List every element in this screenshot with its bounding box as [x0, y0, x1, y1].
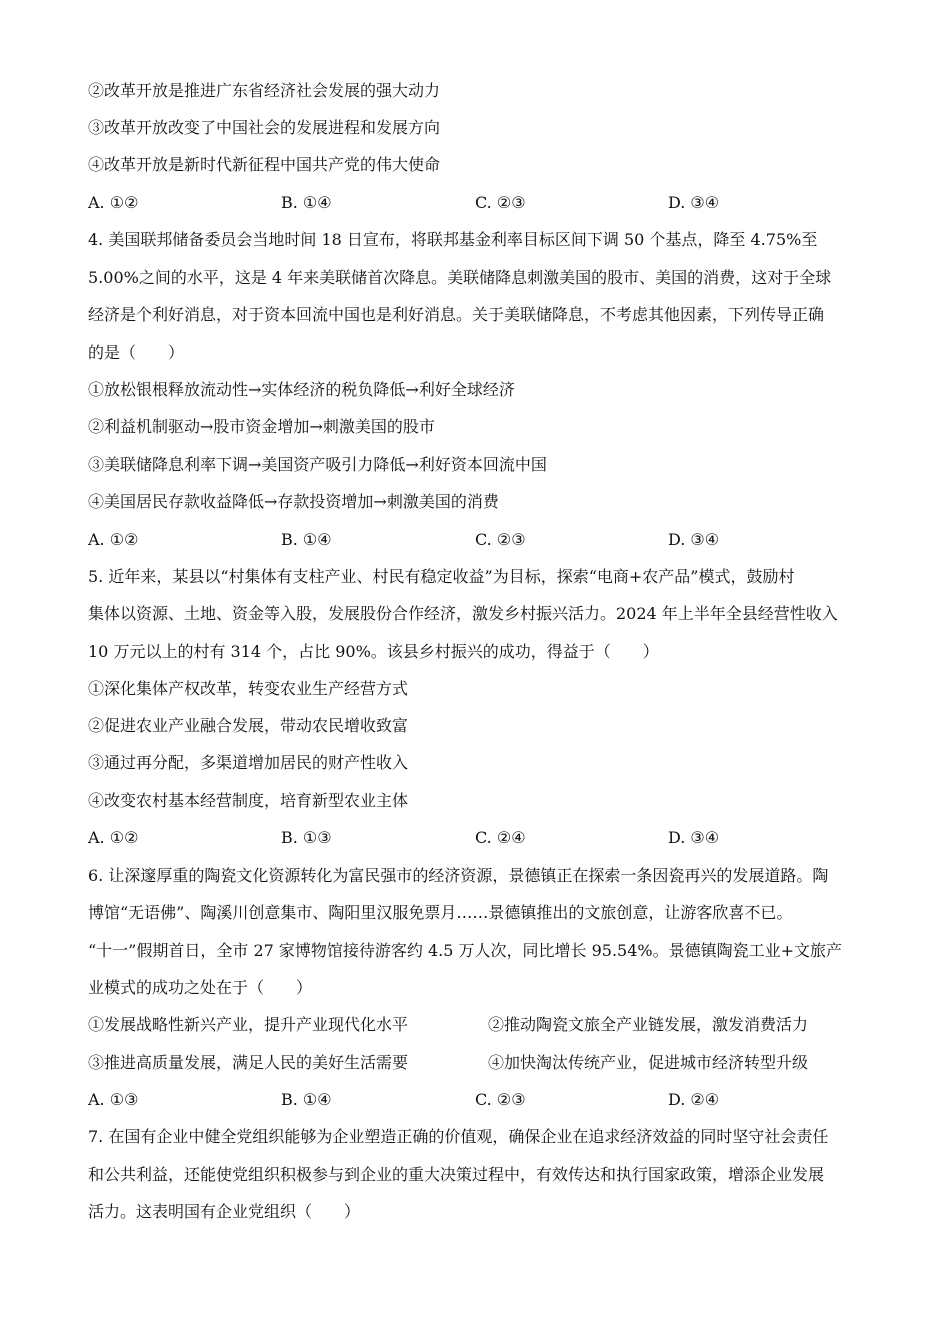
q6-stem-line-4: 业模式的成功之处在于（ ） [88, 978, 313, 997]
q7-stem-line-3: 活力。这表明国有企业党组织（ ） [88, 1202, 361, 1221]
q6-option-c: C. ②③ [475, 1090, 526, 1109]
q4-stem-line-1: 4. 美国联邦储备委员会当地时间 18 日宣布，将联邦基金利率目标区间下调 50 个基点，降至 4.75%至 [88, 230, 818, 249]
q6-item-1: ①发展战略性新兴产业，提升产业现代化水平 [88, 1015, 409, 1034]
q5-stem-line-2: 集体以资源、土地、资金等入股，发展股份合作经济，激发乡村振兴活力。2024 年上半年全县经营性收入 [88, 604, 838, 623]
q6-items-row-2 [88, 1053, 868, 1073]
q4-item-1: ①放松银根释放流动性→实体经济的税负降低→利好全球经济 [88, 380, 515, 399]
q7-stem-line-1: 7. 在国有企业中健全党组织能够为企业塑造正确的价值观，确保企业在追求经济效益的同时坚守社会责任 [88, 1127, 829, 1146]
q5-stem-line-3: 10 万元以上的村有 314 个，占比 90%。该县乡村振兴的成功，得益于（ ） [88, 642, 659, 661]
q6-item-3: ③推进高质量发展，满足人民的美好生活需要 [88, 1053, 409, 1072]
q4-option-c: C. ②③ [475, 530, 526, 549]
q3-item-3: ③改革开放改变了中国社会的发展进程和发展方向 [88, 118, 441, 137]
q5-option-b: B. ①③ [281, 828, 332, 847]
q6-options [88, 1090, 868, 1110]
q6-stem-line-3: “十一”假期首日，全市 27 家博物馆接待游客约 4.5 万人次，同比增长 95.54%。景德镇陶瓷工业+文旅产 [88, 941, 843, 960]
q4-item-2: ②利益机制驱动→股市资金增加→刺激美国的股市 [88, 417, 435, 436]
q6-item-4: ④加快淘汰传统产业，促进城市经济转型升级 [488, 1053, 809, 1072]
q5-stem-line-1: 5. 近年来，某县以“村集体有支柱产业、村民有稳定收益”为目标，探索“电商+农产品”模式，鼓励村 [88, 567, 795, 586]
q7-stem-line-2: 和公共利益，还能使党组织积极参与到企业的重大决策过程中，有效传达和执行国家政策，增添企业发展 [88, 1165, 825, 1184]
q6-item-2: ②推动陶瓷文旅全产业链发展，激发消费活力 [488, 1015, 809, 1034]
q4-item-4: ④美国居民存款收益降低→存款投资增加→刺激美国的消费 [88, 492, 499, 511]
q6-stem-line-1: 6. 让深邃厚重的陶瓷文化资源转化为富民强市的经济资源，景德镇正在探索一条因瓷再兴的发展道路。陶 [88, 866, 829, 885]
q6-option-b: B. ①④ [281, 1090, 332, 1109]
q5-option-c: C. ②④ [475, 828, 526, 847]
q4-stem-line-4: 的是（ ） [88, 343, 185, 362]
q5-option-a: A. ①② [88, 828, 139, 847]
q5-item-4: ④改变农村基本经营制度，培育新型农业主体 [88, 791, 409, 810]
q4-stem-line-3: 经济是个利好消息，对于资本回流中国也是利好消息。关于美联储降息，不考虑其他因素，下列传导正确 [88, 305, 825, 324]
q3-option-b: B. ①④ [281, 193, 332, 212]
q6-option-d: D. ②④ [668, 1090, 720, 1109]
q3-item-4: ④改革开放是新时代新征程中国共产党的伟大使命 [88, 155, 441, 174]
q3-option-a: A. ①② [88, 193, 139, 212]
q6-option-a: A. ①③ [88, 1090, 139, 1109]
q3-item-2: ②改革开放是推进广东省经济社会发展的强大动力 [88, 81, 441, 100]
q3-option-d: D. ③④ [668, 193, 720, 212]
q4-option-a: A. ①② [88, 530, 139, 549]
q3-options [88, 193, 868, 213]
q6-stem-line-2: 博馆“无语佛”、陶溪川创意集市、陶阳里汉服免票月……景德镇推出的文旅创意，让游客欣喜不已。 [88, 903, 793, 922]
q5-item-2: ②促进农业产业融合发展，带动农民增收致富 [88, 716, 409, 735]
q5-options [88, 828, 868, 848]
q6-items-row-1 [88, 1015, 868, 1035]
q4-options [88, 530, 868, 550]
q5-option-d: D. ③④ [668, 828, 720, 847]
q4-option-d: D. ③④ [668, 530, 720, 549]
q5-item-3: ③通过再分配，多渠道增加居民的财产性收入 [88, 753, 409, 772]
q4-stem-line-2: 5.00%之间的水平，这是 4 年来美联储首次降息。美联储降息刺激美国的股市、美国的消费，这对于全球 [88, 268, 832, 287]
q4-item-3: ③美联储降息利率下调→美国资产吸引力降低→利好资本回流中国 [88, 455, 547, 474]
q4-option-b: B. ①④ [281, 530, 332, 549]
q3-option-c: C. ②③ [475, 193, 526, 212]
q5-item-1: ①深化集体产权改革，转变农业生产经营方式 [88, 679, 409, 698]
